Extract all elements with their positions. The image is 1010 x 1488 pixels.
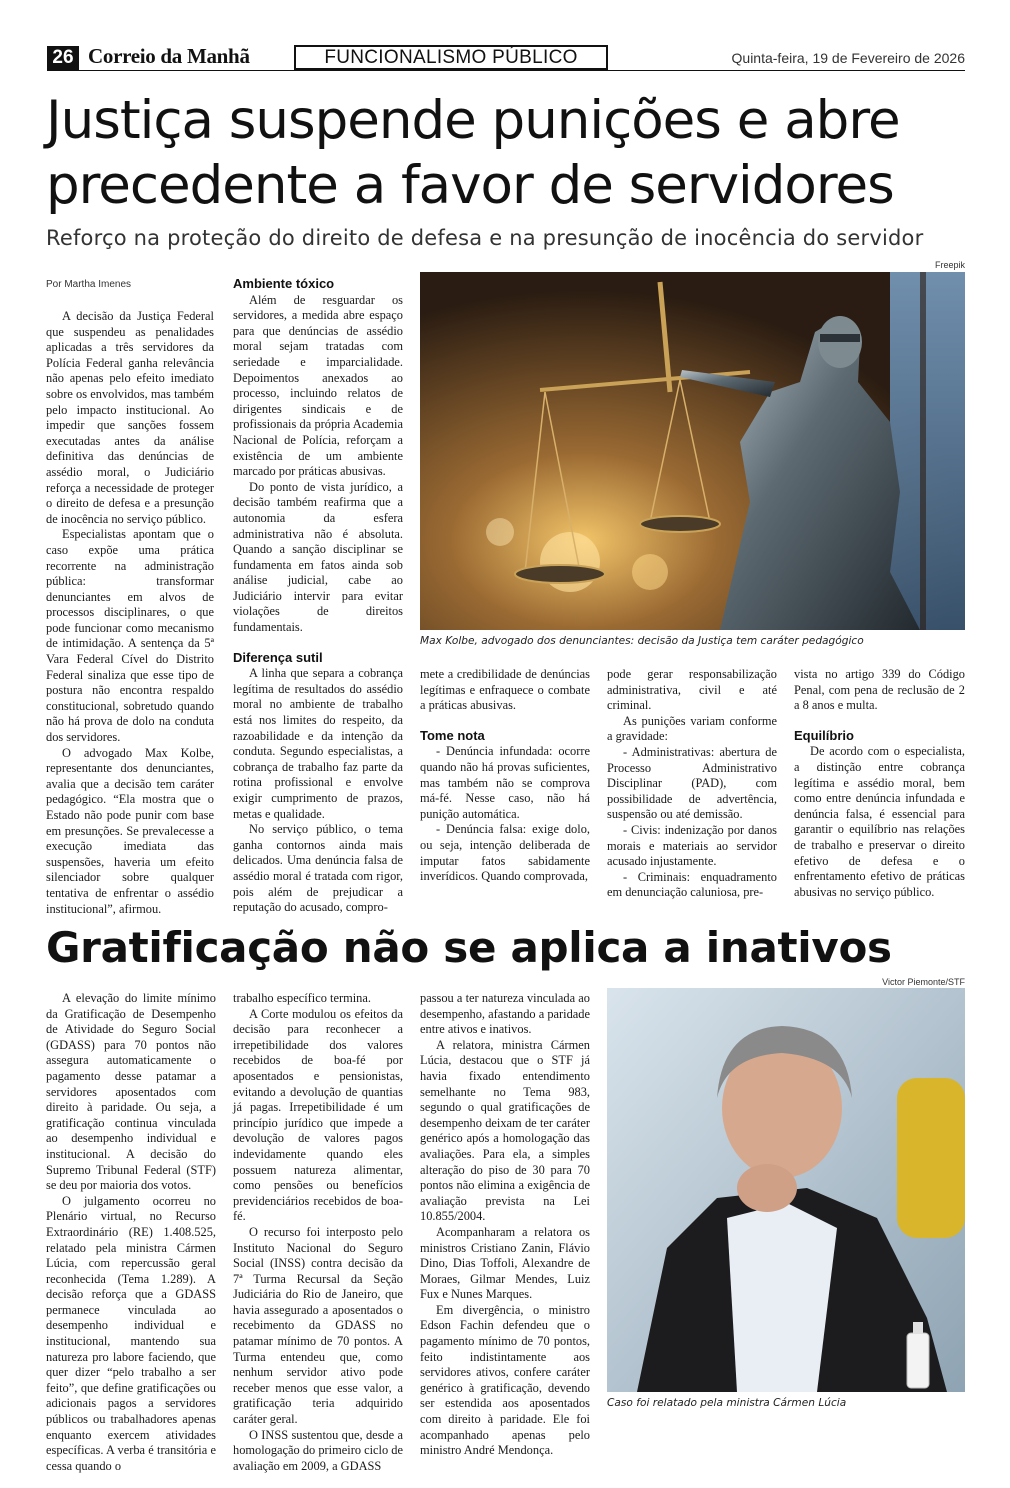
date-line: Quinta-feira, 19 de Fevereiro de 2026	[731, 50, 965, 66]
justice-statue-photo	[420, 272, 965, 630]
paragraph: - Criminais: enquadramento em denunciação caluniosa, pre-	[607, 869, 777, 900]
subhead-ambiente-toxico: Ambiente tóxico	[233, 276, 335, 291]
paragraph: O advogado Max Kolbe, representante dos denunciantes, avalia que a decisão tem caráter pedagógico. “Ela mostra que o Estado não pode punir com base em presunções. Se prevalecesse a execução imediata das suspensões, haveria um efeito silenciador sobre qualquer tentativa de enfrentar o assédio institucional”, afirmou.	[46, 745, 214, 916]
minister-portrait-illustration	[607, 988, 965, 1392]
article1-column-5	[794, 667, 965, 900]
header-rule	[47, 70, 965, 71]
article1-column-2	[233, 276, 403, 916]
paragraph: A decisão da Justiça Federal que suspendeu as penalidades aplicadas a três servidores da Polícia Federal ganha relevância não apenas pelo efeito imediato sobre os envolvidos, mas também pelo impacto institucional. Ao impedir que sanções fossem executadas antes da análise definitiva das denúncias de assédio moral, o Judiciário reforça a necessidade de proteger o direito de defesa e a presunção de inocência no serviço público.	[46, 309, 214, 526]
justice-statue-illustration	[420, 272, 965, 630]
minister-photo	[607, 988, 965, 1392]
article2-column-1	[46, 991, 216, 1474]
paragraph: vista no artigo 339 do Código Penal, com pena de reclusão de 2 a 8 anos e multa.	[794, 667, 965, 713]
section-label: FUNCIONALISMO PÚBLICO	[294, 45, 608, 70]
photo2-caption: Caso foi relatado pela ministra Cármen Lúcia	[607, 1397, 847, 1409]
paragraph: mete a credibilidade de denúncias legítimas e enfraquece o combate a práticas abusivas.	[420, 667, 590, 713]
page-number: 26	[47, 46, 79, 70]
article1-column-4	[607, 667, 777, 901]
paragraph: - Denúncia infundada: ocorre quando não há provas suficientes, mas também não se comprova má-fé. Nesse caso, não há punição automática.	[420, 744, 590, 821]
subhead-diferenca-sutil: Diferença sutil	[233, 649, 323, 665]
paragraph: Além de resguardar os servidores, a medida abre espaço para que denúncias de assédio moral sejam tratadas com seriedade e imparcialidade. Depoimentos anexados ao processo, incluindo relatos de dirigentes sindicais e de profissionais da própria Academia Nacional de Polícia, reforçam a existência de um ambiente marcado por práticas abusivas.	[233, 292, 403, 479]
paragraph: No serviço público, o tema ganha contornos ainda mais delicados. Uma denúncia falsa de assédio moral é tratada com rigor, pois além de prejudicar a reputação do acusado, compro-	[233, 822, 403, 915]
subhead-equilibrio: Equilíbrio	[794, 727, 854, 743]
paragraph: - Civis: indenização por danos morais e materiais ao servidor acusado injustamente.	[607, 822, 777, 869]
subhead-tome-nota: Tome nota	[420, 727, 485, 743]
paragraph: - Denúncia falsa: exige dolo, ou seja, intenção deliberada de imputar fatos sabidamente inverídicos. Quando comprovada,	[420, 822, 590, 884]
article1-column-3	[420, 667, 590, 885]
article1-deck: Reforço na proteção do direito de defesa e na presunção de inocência do servidor	[46, 226, 924, 250]
photo1-caption: Max Kolbe, advogado dos denunciantes: decisão da Justiça tem caráter pedagógico	[420, 635, 864, 647]
article2-column-2	[233, 991, 403, 1474]
paragraph: O INSS sustentou que, desde a homologação do primeiro ciclo de avaliação em 2009, a GDASS	[233, 1427, 403, 1473]
article1-column-1	[46, 309, 214, 917]
paragraph: Em divergência, o ministro Edson Fachin defendeu que o pagamento mínimo de 70 pontos, feito indistintamente aos servidores ativos, confere caráter genérico à gratificação, devendo ser estendida aos aposentados com direito à paridade. Ele foi acompanhado apenas pelo ministro André Mendonça.	[420, 1302, 590, 1458]
paragraph: As punições variam conforme a gravidade:	[607, 713, 777, 744]
paragraph: De acordo com o especialista, a distinção entre cobrança legítima e assédio moral, bem como entre denúncia infundada e denúncia falsa, é essencial para garantir o equilíbrio nas relações de trabalho e preservar o direito efetivo de defesa e o enfrentamento efetivo de práticas abusivas no serviço público.	[794, 744, 965, 899]
paragraph: A Corte modulou os efeitos da decisão para reconhecer a irrepetibilidade dos valores recebidos de boa-fé por aposentados e pensionistas, evitando a devolução de quantias já pagas. Irrepetibilidade é um princípio jurídico que impede a devolução de valores pagos indevidamente quando eles possuem natureza alimentar, como pensões ou benefícios previdenciários recebidos de boa-fé.	[233, 1006, 403, 1224]
paragraph: A relatora, ministra Cármen Lúcia, destacou que o STF já havia fixado entendimento semelhante no Tema 983, segundo o qual gratificações de desempenho deixam de ter caráter genérico após a homologação das avaliações. Para ela, a simples alteração do piso de 30 para 70 pontos não elimina a exigência de avaliação prevista na Lei 10.855/2004.	[420, 1037, 590, 1224]
paragraph: trabalho específico termina.	[233, 991, 371, 1005]
photo2-credit: Victor Piemonte/STF	[882, 977, 965, 987]
paragraph: - Administrativas: abertura de Processo Administrativo Disciplinar (PAD), com possibilidade de advertência, suspensão ou até demissão.	[607, 744, 777, 822]
paragraph: O recurso foi interposto pelo Instituto Nacional do Seguro Social (INSS) contra decisão da 7ª Turma Recursal da Seção Judiciária do Rio de Janeiro, que havia assegurado a aposentados o recebimento da GDASS no patamar mínimo de 70 pontos. A Turma entendeu que, como nenhum servidor ativo pode receber menos que esse valor, a gratificação teria adquirido caráter geral.	[233, 1224, 403, 1427]
paragraph: O julgamento ocorreu no Plenário virtual, no Recurso Extraordinário (RE) 1.408.525, relatado pela ministra Cármen Lúcia, com repercussão geral reconhecida (Tema 1.289). A decisão reforça que a GDASS permanece vinculada ao desempenho individual e institucional, mantendo sua natureza pro labore faciendo, que quer dizer “pelo trabalho a ser feito”, que define gratificações ou adicionais pagos a servidores públicos ou trabalhadores apenas enquanto exercem atividades específicas. A verba é transitória e cessa quando o	[46, 1193, 216, 1473]
paragraph: A linha que separa a cobrança legítima de resultados do assédio moral no ambiente de trabalho está nos limites do respeito, da razoabilidade e da intenção da conduta. Segundo especialistas, a cobrança de trabalho faz parte da rotina profissional e envolve exigir cumprimento de prazos, metas e qualidade.	[233, 666, 403, 821]
masthead-logo: Correio da Manhã	[88, 44, 250, 68]
article1-headline: Justiça suspende punições e abre precedente a favor de servidores	[46, 90, 900, 216]
paragraph: Especialistas apontam que o caso expõe uma prática recorrente na administração pública: transformar denunciantes em alvos de processos disciplinares, o que pode funcionar como mecanismo de intimidação. A sentença da 5ª Vara Federal Cível do Distrito Federal sinaliza que esse tipo de postura não encontra respaldo constitucional, sobretudo quando não há prova de dolo na conduta dos servidores.	[46, 527, 214, 745]
article2-column-3	[420, 991, 590, 1459]
article1-byline: Por Martha Imenes	[46, 279, 132, 290]
paragraph: A elevação do limite mínimo da Gratificação de Desempenho de Atividade do Seguro Social (GDASS) para 70 pontos não assegura automaticamente o pagamento desse patamar a servidores aposentados com direito à paridade. Ou seja, a gratificação continua vinculada ao desempenho individual e institucional. A decisão do Supremo Tribunal Federal (STF) se deu por maioria dos votos.	[46, 991, 216, 1193]
paragraph: passou a ter natureza vinculada ao desempenho, afastando a paridade entre ativos e inativos.	[420, 991, 590, 1037]
paragraph: Acompanharam a relatora os ministros Cristiano Zanin, Flávio Dino, Dias Toffoli, Alexandre de Moraes, Gilmar Mendes, Luiz Fux e Nunes Marques.	[420, 1224, 590, 1302]
article2-headline: Gratificação não se aplica a inativos	[46, 923, 892, 972]
photo1-credit: Freepik	[934, 260, 965, 270]
paragraph: pode gerar responsabilização administrativa, civil e até criminal.	[607, 667, 777, 713]
paragraph: Do ponto de vista jurídico, a decisão também reafirma que a autonomia da esfera administrativa não é absoluta. Quando a sanção disciplinar se fundamenta em fatos ainda sob análise judicial, cabe ao Judiciário intervir para evitar violações de direitos fundamentais.	[233, 479, 403, 635]
